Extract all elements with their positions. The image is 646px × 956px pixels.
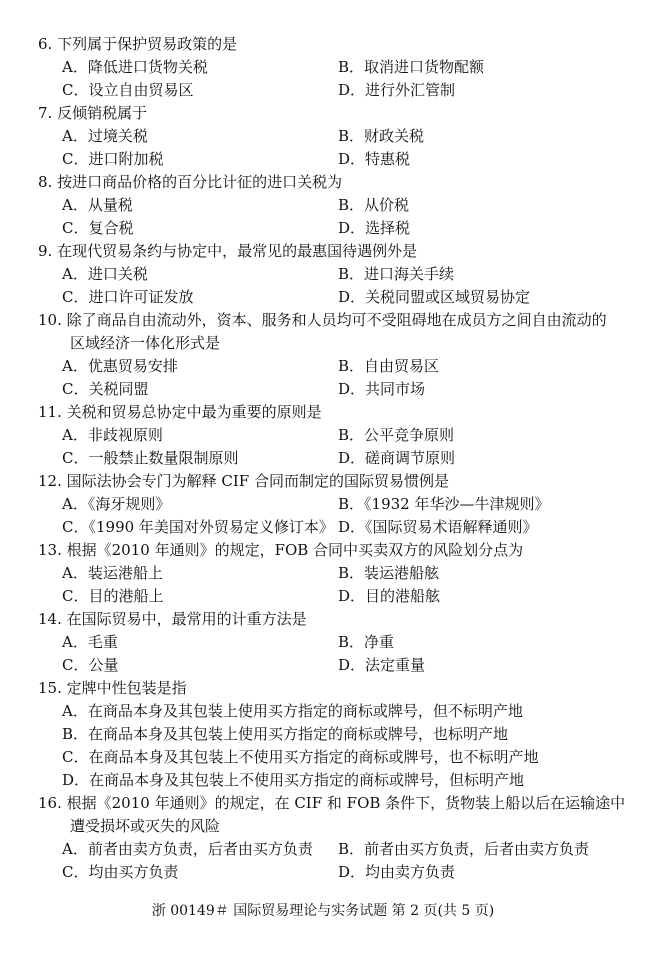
question-12-option-d: D．《国际贸易术语解释通则》	[338, 518, 538, 536]
question-12-option-a: A．《海牙规则》	[62, 495, 171, 513]
question-15-option-a: A．在商品本身及其包装上使用买方指定的商标或牌号，但不标明产地	[62, 702, 523, 720]
question-8-stem: 8. 按进口商品价格的百分比计征的进口关税为	[38, 173, 343, 191]
question-8-option-b: B．从价税	[338, 196, 410, 214]
question-13-option-b: B．装运港船舷	[338, 564, 440, 582]
question-11-option-b: B．公平竞争原则	[338, 426, 455, 444]
question-7-option-c: C．进口附加税	[62, 150, 164, 168]
question-16-option-c: C．均由买方负责	[62, 863, 179, 881]
question-7-stem: 7. 反倾销税属于	[38, 104, 148, 122]
question-15-stem: 15. 定牌中性包装是指	[38, 679, 187, 697]
question-13-stem: 13. 根据《2010 年通则》的规定，FOB 合同中买卖双方的风险划分点为	[38, 541, 524, 559]
question-8-option-c: C．复合税	[62, 219, 134, 237]
question-9-option-c: C．进口许可证发放	[62, 288, 194, 306]
question-10-option-c: C．关税同盟	[62, 380, 149, 398]
question-11-option-a: A．非歧视原则	[62, 426, 163, 444]
question-10-stem-continued: 区域经济一体化形式是	[70, 334, 221, 352]
question-9-option-d: D．关税同盟或区域贸易协定	[338, 288, 531, 306]
question-14-option-c: C．公量	[62, 656, 119, 674]
question-10-option-b: B．自由贸易区	[338, 357, 440, 375]
question-7-option-d: D．特惠税	[338, 150, 411, 168]
question-7-option-b: B．财政关税	[338, 127, 425, 145]
question-14-option-a: A．毛重	[62, 633, 118, 651]
question-9-stem: 9. 在现代贸易条约与协定中，最常见的最惠国待遇例外是	[38, 242, 418, 260]
question-14-option-b: B．净重	[338, 633, 395, 651]
question-11-option-d: D．磋商调节原则	[338, 449, 456, 467]
question-12-option-b: B．《1932 年华沙—牛津规则》	[338, 495, 550, 513]
question-10-stem: 10. 除了商品自由流动外，资本、服务和人员均可不受阻碍地在成员方之间自由流动的	[38, 311, 607, 329]
question-6-stem: 6. 下列属于保护贸易政策的是	[38, 35, 238, 53]
question-7-option-a: A．过境关税	[62, 127, 148, 145]
question-6-option-c: C．设立自由贸易区	[62, 81, 194, 99]
question-16-option-b: B．前者由买方负责，后者由卖方负责	[338, 840, 590, 858]
question-16-option-d: D．均由卖方负责	[338, 863, 456, 881]
page-footer: 浙 00149＃ 国际贸易理论与实务试题 第 2 页(共 5 页)	[151, 903, 495, 919]
question-9-option-b: B．进口海关手续	[338, 265, 455, 283]
question-13-option-c: C．目的港船上	[62, 587, 164, 605]
question-10-option-d: D．共同市场	[338, 380, 426, 398]
question-13-option-d: D．目的港船舷	[338, 587, 441, 605]
question-15-option-b: B．在商品本身及其包装上使用买方指定的商标或牌号，也标明产地	[62, 725, 509, 743]
question-16-stem: 16. 根据《2010 年通则》的规定，在 CIF 和 FOB 条件下，货物装上船以后在运输途中	[38, 794, 626, 812]
question-6-option-a: A．降低进口货物关税	[62, 58, 208, 76]
question-16-stem-continued: 遭受损坏或灭失的风险	[70, 817, 221, 835]
question-12-stem: 12. 国际法协会专门为解释 CIF 合同而制定的国际贸易惯例是	[38, 472, 449, 490]
question-8-option-d: D．选择税	[338, 219, 411, 237]
question-10-option-a: A．优惠贸易安排	[62, 357, 178, 375]
question-6-option-d: D．进行外汇管制	[338, 81, 456, 99]
question-11-option-c: C．一般禁止数量限制原则	[62, 449, 239, 467]
question-14-stem: 14. 在国际贸易中，最常用的计重方法是	[38, 610, 307, 628]
question-15-option-d: D．在商品本身及其包装上不使用买方指定的商标或牌号，但标明产地	[62, 771, 525, 789]
question-13-option-a: A．装运港船上	[62, 564, 163, 582]
question-8-option-a: A．从量税	[62, 196, 133, 214]
question-6-option-b: B．取消进口货物配额	[338, 58, 485, 76]
question-14-option-d: D．法定重量	[338, 656, 426, 674]
question-15-option-c: C．在商品本身及其包装上不使用买方指定的商标或牌号，也不标明产地	[62, 748, 539, 766]
question-11-stem: 11. 关税和贸易总协定中最为重要的原则是	[38, 403, 322, 421]
question-9-option-a: A．进口关税	[62, 265, 148, 283]
question-12-option-c: C．《1990 年美国对外贸易定义修订本》	[62, 518, 334, 536]
question-16-option-a: A．前者由卖方负责，后者由买方负责	[62, 840, 313, 858]
